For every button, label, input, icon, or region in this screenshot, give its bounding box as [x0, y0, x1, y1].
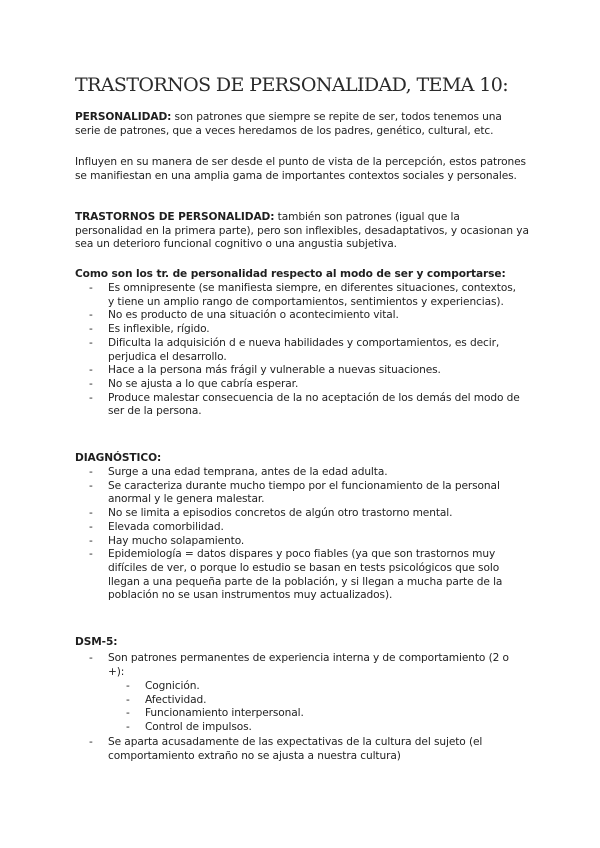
personalidad-text: son patrones que siempre se repite de ser, todos tenemos una serie de patrones, que a veces heredamos de los padres, genético, cultural, etc. [75, 111, 502, 137]
trastornos-paragraph [75, 211, 530, 252]
diagnostico-heading: DIAGNÓSTICO: [75, 452, 162, 464]
list-item: - Elevada comorbilidad. [108, 521, 523, 535]
list-item: - No se limita a episodios concretos de algún otro trastorno mental. [108, 507, 523, 521]
list-item: - Surge a una edad temprana, antes de la edad adulta. [108, 466, 523, 480]
trastornos-label: TRASTORNOS DE PERSONALIDAD: [75, 211, 275, 223]
list-item: - No se ajusta a lo que cabría esperar. [108, 378, 523, 392]
influyen-paragraph: Influyen en su manera de ser desde el punto de vista de la percepción, estos patrones se manifiestan en una amplia gama de importantes contextos sociales y personales. [75, 156, 526, 182]
dsm-sublist [145, 680, 525, 735]
list-item: - Afectividad. [145, 694, 525, 708]
list-item: - Es inflexible, rígido. [108, 323, 523, 337]
list-item: - Funcionamiento interpersonal. [145, 707, 525, 721]
list-item: - Epidemiología = datos dispares y poco fiables (ya que son trastornos muy difíciles de ver, o porque lo estudio se basan en tests psicológicos que solo llegan a una pequeña parte de la población, y si llegan a mucha parte de la población no se usan instrumentos muy actualizados). [108, 548, 523, 603]
dsm-list [108, 652, 523, 679]
como-heading: Como son los tr. de personalidad respecto al modo de ser y comportarse: [75, 268, 506, 280]
diagnostico-list [108, 466, 523, 603]
list-item: - No es producto de una situación o acontecimiento vital. [108, 309, 523, 323]
list-item: - Produce malestar consecuencia de la no aceptación de los demás del modo de ser de la persona. [108, 392, 523, 419]
list-item: - Se aparta acusadamente de las expectativas de la cultura del sujeto (el comportamiento extraño no se ajusta a nuestra cultura) [108, 736, 523, 763]
page-title: TRASTORNOS DE PERSONALIDAD, TEMA 10: [75, 74, 509, 96]
list-item: - Hay mucho solapamiento. [108, 535, 523, 549]
trastornos-text: también son patrones (igual que la personalidad en la primera parte), pero son inflexibles, desadaptativos, y ocasionan ya sea un deterioro funcional cognitivo o una angustia subjetiva. [75, 211, 529, 251]
personalidad-label: PERSONALIDAD: [75, 111, 172, 123]
list-item: - Es omnipresente (se manifiesta siempre, en diferentes situaciones, contextos, y tiene un amplio rango de comportamientos, sentimientos y experiencias). [108, 282, 523, 309]
list-item: - Dificulta la adquisición d e nueva habilidades y comportamientos, es decir, perjudica el desarrollo. [108, 337, 523, 364]
como-list [108, 282, 523, 419]
list-item: - Se caracteriza durante mucho tiempo por el funcionamiento de la personal anormal y le genera malestar. [108, 480, 523, 507]
dsm-list-2 [108, 736, 523, 763]
personalidad-paragraph [75, 111, 530, 138]
list-item: - Hace a la persona más frágil y vulnerable a nuevas situaciones. [108, 364, 523, 378]
list-item: - Cognición. [145, 680, 525, 694]
list-item: - Control de impulsos. [145, 721, 525, 735]
dsm-heading: DSM-5: [75, 636, 118, 648]
list-item: - Son patrones permanentes de experiencia interna y de comportamiento (2 o +): [108, 652, 523, 679]
